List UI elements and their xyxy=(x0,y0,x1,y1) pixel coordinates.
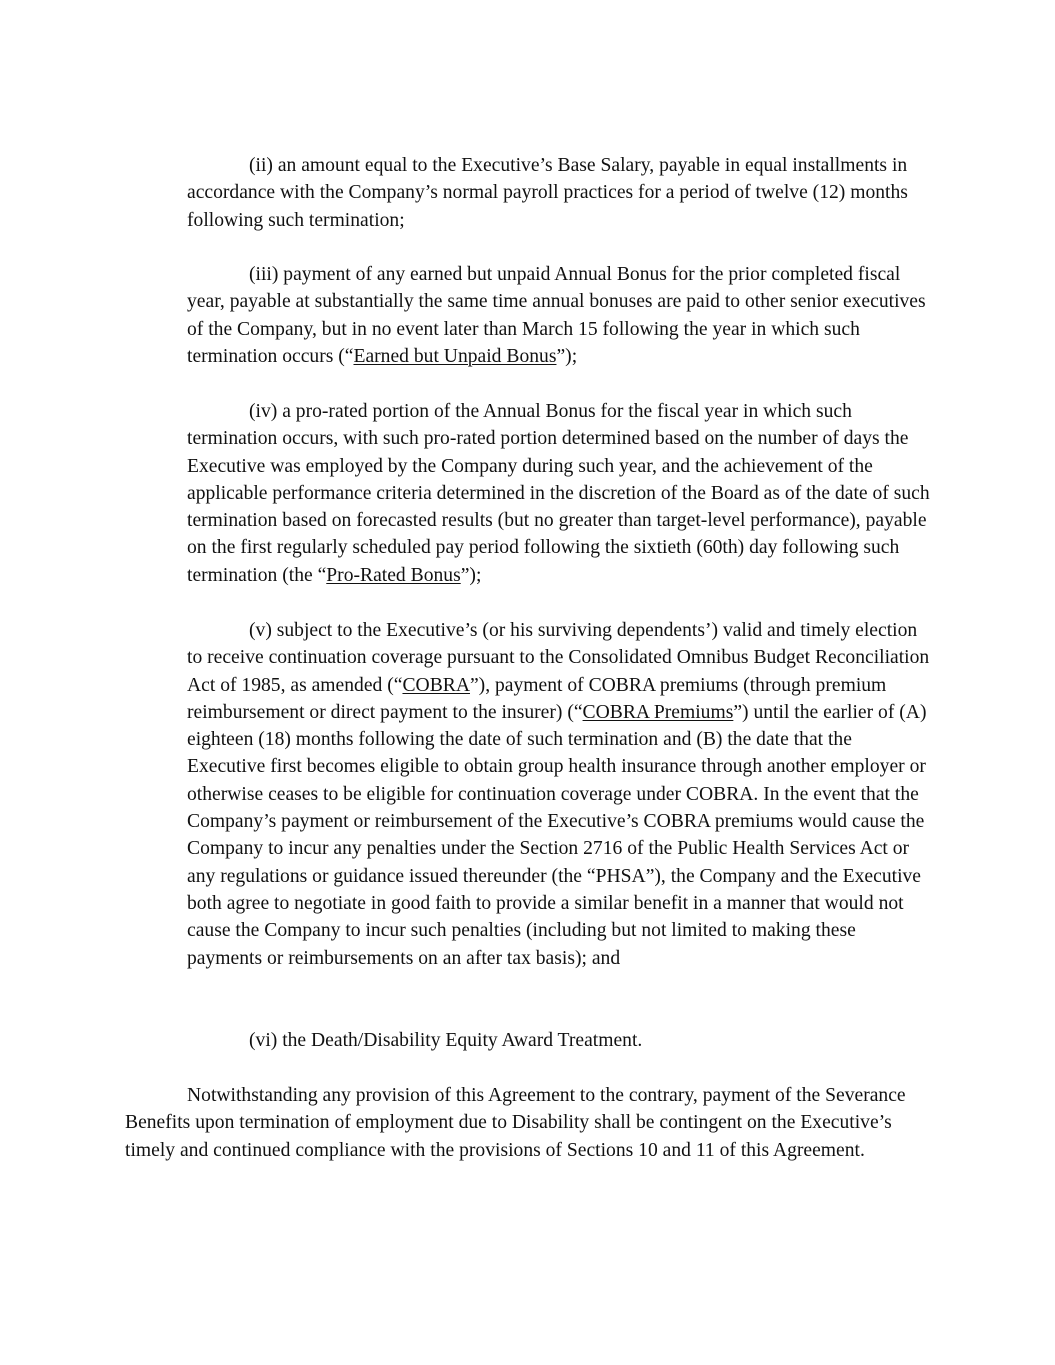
clause-v-text-3: ”) until the earlier of (A) eighteen (18) months following the date of such termination and (B) the date that the Executive first becomes eligible to obtain group health insurance through another employer or otherwise ceases to be eligible for continuation coverage under COBRA. In the event that the Company’s payment or reimbursement of the Executive’s COBRA premiums would cause the Company to incur any penalties under the Section 2716 of the Public Health Services Act or any regulations or guidance issued thereunder (the “PHSA”), the Company and the Executive both agree to negotiate in good faith to provide a similar benefit in a manner that would not cause the Company to incur such penalties (including but not limited to making these payments or reimbursements on an after tax basis); and xyxy=(187,701,927,969)
notwithstanding-text: Notwithstanding any provision of this Agreement to the contrary, payment of the Severance Benefits upon termination of employment due to Disability shall be contingent on the Executive’s timely and continued compliance with the provisions of Sections 10 and 11 of this Agreement. xyxy=(125,1085,906,1161)
clause-iii xyxy=(187,261,932,370)
clause-v-text-2: ”), payment of COBRA premiums (through premium reimbursement or direct payment to the insurer) (“ xyxy=(187,674,887,723)
defined-term-pro-rated-bonus: Pro-Rated Bonus xyxy=(326,564,461,586)
defined-term-cobra: COBRA xyxy=(402,674,470,696)
clause-ii-text: (ii) an amount equal to the Executive’s Base Salary, payable in equal installments in accordance with the Company’s normal payroll practices for a period of twelve (12) months following such termination; xyxy=(187,155,908,231)
clause-vi-text: (vi) the Death/Disability Equity Award Treatment. xyxy=(249,1030,643,1051)
clause-iv xyxy=(187,398,932,589)
clause-iv-closing: ”); xyxy=(460,564,482,586)
clause-vi xyxy=(187,1027,932,1054)
clause-iii-text: (iii) payment of any earned but unpaid Annual Bonus for the prior completed fiscal year, payable at substantially the same time annual bonuses are paid to other senior executives of the Company, but in no event later than March 15 following the year in which such termination occurs (“ xyxy=(187,264,926,367)
clause-iii-closing: ”); xyxy=(556,345,578,367)
defined-term-cobra-premiums: COBRA Premiums xyxy=(582,701,734,723)
clause-iv-text: (iv) a pro-rated portion of the Annual Bonus for the fiscal year in which such termination occurs, with such pro-rated portion determined based on the number of days the Executive was employed by the Company during such year, and the achievement of the applicable performance criteria determined in the discretion of the Board as of the date of such termination based on forecasted results (but no greater than target-level performance), payable on the first regularly scheduled pay period following the sixtieth (60th) day following such termination (the “ xyxy=(187,401,930,586)
notwithstanding-paragraph xyxy=(125,1082,932,1164)
clause-ii xyxy=(187,152,932,234)
clause-v-text: (v) subject to the Executive’s (or his surviving dependents’) valid and timely election to receive continuation coverage pursuant to the Consolidated Omnibus Budget Reconciliation Act of 1985, as amended (“ xyxy=(187,620,930,696)
defined-term-earned-but-unpaid-bonus: Earned but Unpaid Bonus xyxy=(353,345,557,367)
clause-v xyxy=(187,617,932,972)
